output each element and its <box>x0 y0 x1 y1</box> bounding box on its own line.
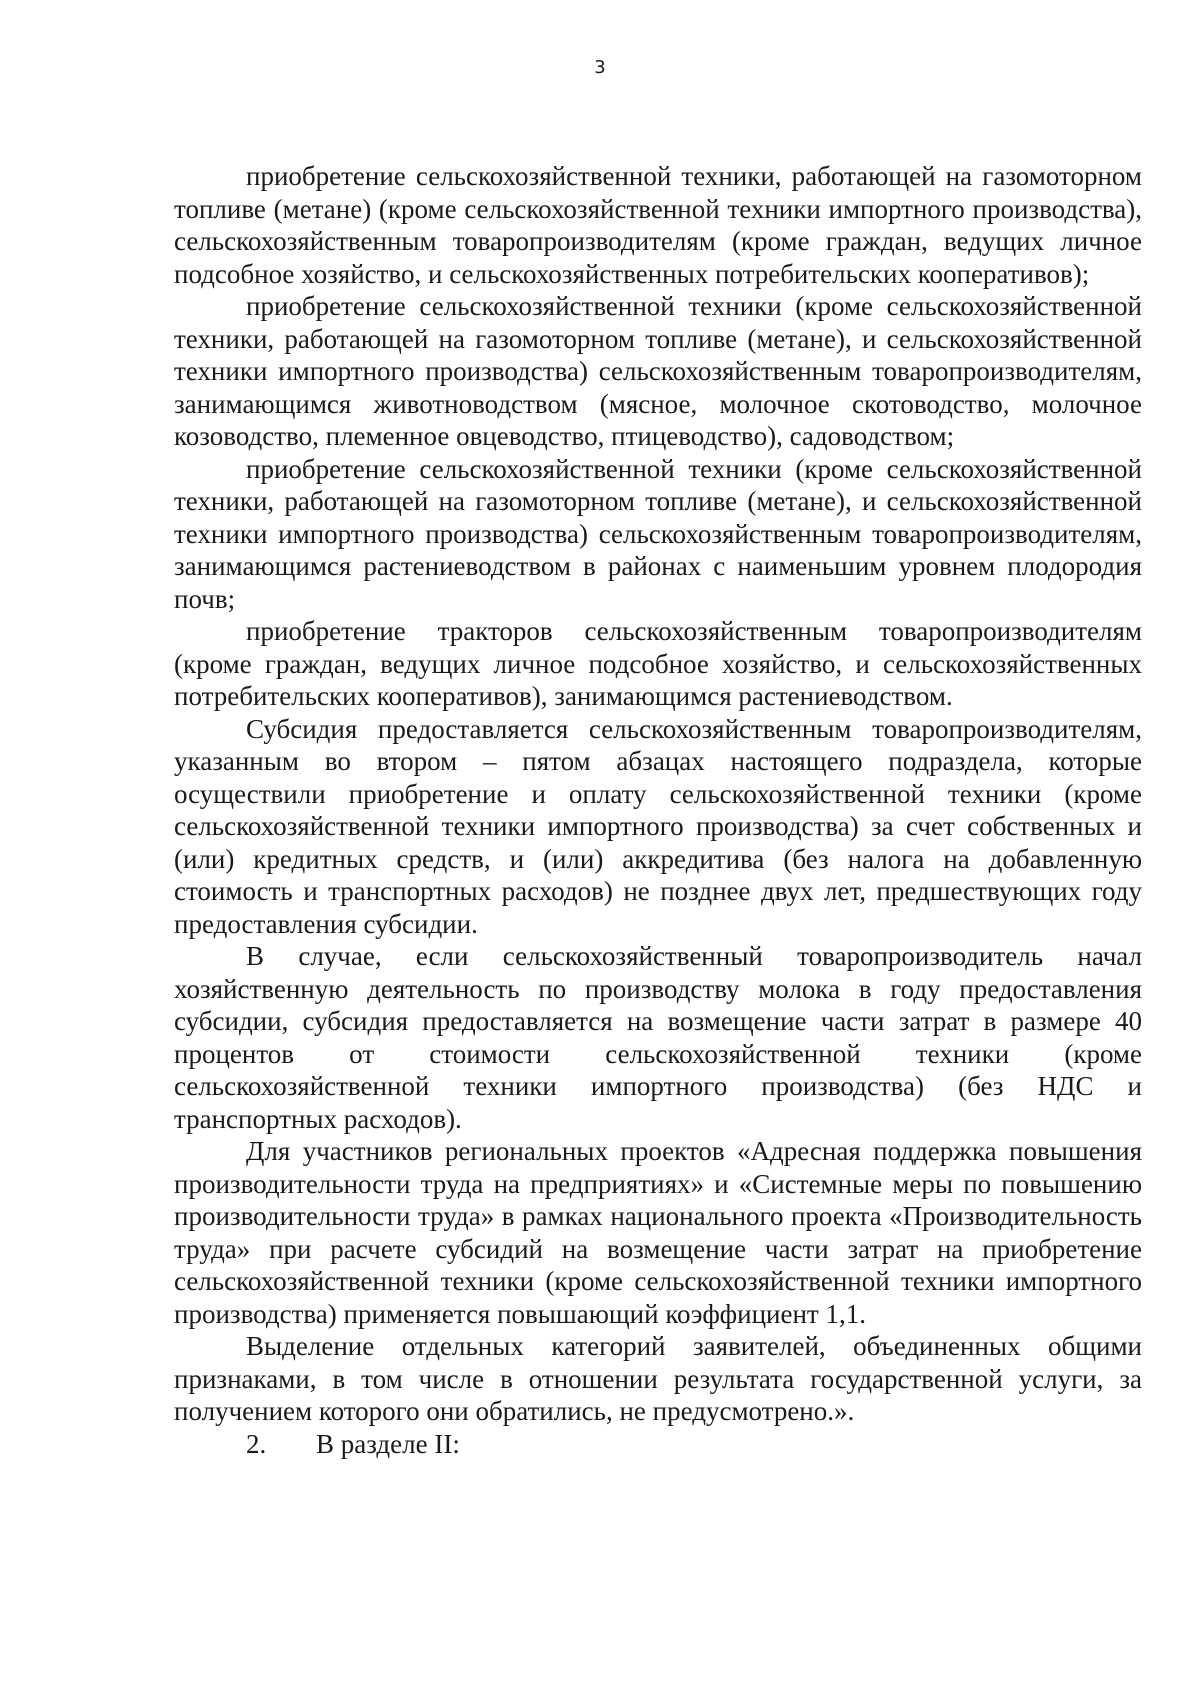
list-item-section-two <box>174 1428 1142 1461</box>
paragraph-applicant-categories: Выделение отдельных категорий заявителей, объединенных общими признаками, в том числе в отношении результата государственной услуги, за получением которого они обратились, не предусмотрено.». <box>174 1331 1142 1426</box>
list-item-number: 2. <box>246 1428 267 1459</box>
paragraph-crop-low-fertility-machinery: приобретение сельскохозяйственной техники (кроме сельскохозяйственной техники, работающей на газомоторном топливе (метане), и сельскохозяйственной техники импортного производства) сельскохозяйственным товаропроизводителям, занимающимся растениеводством в районах с наименьшим уровнем плодородия почв; <box>174 453 1142 614</box>
list-item-text: В разделе II: <box>316 1428 460 1459</box>
paragraph-livestock-machinery: приобретение сельскохозяйственной техники (кроме сельскохозяйственной техники, работающей на газомоторном топливе (метане), и сельскохозяйственной техники импортного производства) сельскохозяйственным товаропроизводителям, занимающимся животноводством (мясное, молочное скотоводство, молочное козоводство, племенное овцеводство, птицеводство), садоводством; <box>174 291 1142 451</box>
paragraph-gas-engine-machinery: приобретение сельскохозяйственной техники, работающей на газомоторном топливе (метане) (кроме сельскохозяйственной техники импортного производства), сельскохозяйственным товаропроизводителям (кроме граждан, ведущих личное подсобное хозяйство, и сельскохозяйственных потребительских кооперативов); <box>174 161 1142 289</box>
paragraph-productivity-coefficient: Для участников региональных проектов «Адресная поддержка повышения производительности труда на предприятиях» и «Системные меры по повышению производительности труда» в рамках национального проекта «Производительность труда» при расчете субсидий на возмещение части затрат на приобретение сельскохозяйственной техники (кроме сельскохозяйственной техники импортного производства) применяется повышающий коэффициент 1,1. <box>174 1136 1142 1329</box>
paragraph-tractors: приобретение тракторов сельскохозяйственным товаропроизводителям (кроме граждан, ведущих личное подсобное хозяйство, и сельскохозяйственных потребительских кооперативов), занимающимся растениеводством. <box>174 616 1142 711</box>
document-body <box>174 160 1142 1460</box>
paragraph-milk-production-case: В случае, если сельскохозяйственный товаропроизводитель начал хозяйственную деятельность по производству молока в году предоставления субсидии, субсидия предоставляется на возмещение части затрат в размере 40 процентов от стоимости сельскохозяйственной техники (кроме сельскохозяйственной техники импортного производства) (без НДС и транспортных расходов). <box>174 941 1142 1134</box>
page-number: 3 <box>594 57 606 78</box>
paragraph-subsidy-conditions: Субсидия предоставляется сельскохозяйственным товаропроизводителям, указанным во втором – пятом абзацах настоящего подраздела, которые осуществили приобретение и оплату сельскохозяйственной техники (кроме сельскохозяйственной техники импортного производства) за счет собственных и (или) кредитных средств, и (или) аккредитива (без налога на добавленную стоимость и транспортных расходов) не позднее двух лет, предшествующих году предоставления субсидии. <box>174 713 1142 939</box>
